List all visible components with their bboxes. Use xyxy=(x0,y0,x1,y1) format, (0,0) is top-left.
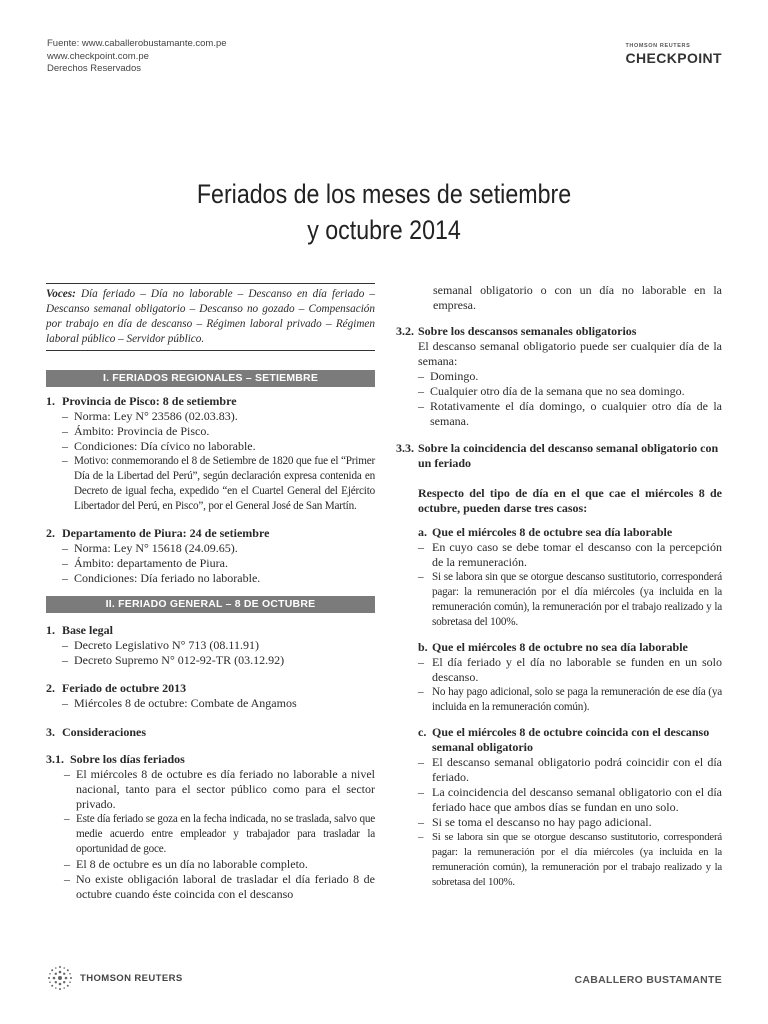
section-band-2: II. FERIADO GENERAL – 8 DE OCTUBRE xyxy=(46,596,375,613)
list-item: – Domingo. xyxy=(418,369,479,383)
voces-label: Voces: xyxy=(46,288,76,300)
checkpoint-logo xyxy=(625,43,722,66)
list-item: – Cualquier otro día de la semana que no sea domingo. xyxy=(418,384,685,398)
list-item: – Ámbito: departamento de Piura. xyxy=(62,556,228,570)
brand-big: CHECKPOINT xyxy=(625,50,722,66)
list-item: – Condiciones: Día feriado no laborable. xyxy=(62,571,261,585)
heading-case-c: c. Que el miércoles 8 de octubre coincida con el descanso semanal obligatorio xyxy=(418,725,710,754)
source-line-2: www.checkpoint.com.pe xyxy=(47,50,149,62)
voces-text: Día feriado – Día no laborable – Descanso en día feriado – Descanso semanal obligatorio – Descanso no gozado – Compensación por trabajo en día de descanso – Régimen laboral privado – Régimen laboral público – Servidor público. xyxy=(46,288,376,345)
list-item: – Norma: Ley N° 15618 (24.09.65). xyxy=(62,541,238,555)
s33-intro: Respecto del tipo de día en el que cae el miércoles 8 de octubre, pueden darse tres casos: xyxy=(418,486,722,515)
heading-piura: 2. Departamento de Piura: 24 de setiembre xyxy=(46,526,270,540)
list-item: – Ámbito: Provincia de Pisco. xyxy=(62,424,210,438)
heading-base-legal: 1. Base legal xyxy=(46,623,113,637)
heading-num: 1. xyxy=(46,394,55,408)
heading-case-a: a. Que el miércoles 8 de octubre sea día laborable xyxy=(418,525,673,539)
left-column xyxy=(46,283,375,902)
thomson-reuters-emblem-icon xyxy=(46,964,74,992)
heading-pisco xyxy=(46,394,375,409)
heading-case-b: b. Que el miércoles 8 de octubre no sea día laborable xyxy=(418,640,688,654)
list-item: – El 8 de octubre es un día no laborable completo. xyxy=(64,857,308,871)
list-item: – La coincidencia del descanso semanal obligatorio con el día feriado hace que ambos días se fundan en uno solo. xyxy=(418,785,722,814)
list-item: – Miércoles 8 de octubre: Combate de Angamos xyxy=(62,696,297,710)
heading-consideraciones: 3. Consideraciones xyxy=(46,725,146,739)
title-line-1: Feriados de los meses de setiembre xyxy=(196,179,572,209)
list-item: – Si se labora sin que se otorgue descanso sustitutorio, corresponderá pagar: la remuneración por el día miércoles (ya incluida en la remuneración común), la remuneración por el trabajo realizado y la sobretasa del 100%. xyxy=(418,831,722,888)
list-item: – Si se labora sin que se otorgue descanso sustitutorio, corresponderá pagar: la remuneración por el día miércoles (ya incluida en la remuneración común), la remuneración por el trabajo realizado y la sobretasa del 100%. xyxy=(418,571,722,628)
source-line-3: Derechos Reservados xyxy=(47,63,141,74)
thomson-reuters-footer-logo xyxy=(46,964,183,992)
list-item: – Norma: Ley N° 23586 (02.03.83). xyxy=(62,409,238,423)
right-column xyxy=(396,283,722,890)
brand-small: THOMSON REUTERS xyxy=(625,43,691,49)
list-item: – Motivo: conmemorando el 8 de Setiembre de 1820 que fue el “Primer Día de la Libertad del Perú”, según declaración expresa contenida en Decreto de igual fecha, expedido “en el Cuartel General del Ejército Libertador del Perú, en Pisco”, por el General José de San Martín. xyxy=(62,455,375,512)
list-item: – No hay pago adicional, solo se paga la remuneración de ese día (ya incluida en la remuneración común). xyxy=(418,686,722,713)
title-line-2: y octubre 2014 xyxy=(307,215,461,245)
list-item: – Rotativamente el día domingo, o cualquier otro día de la semana. xyxy=(418,399,722,428)
heading-text: Provincia de Pisco: 8 de setiembre xyxy=(62,394,237,408)
list-item: – El día feriado y el día no laborable se funden en un solo descanso. xyxy=(418,655,722,684)
s32-paragraph: El descanso semanal obligatorio puede ser cualquier día de la semana: xyxy=(418,339,722,368)
heading-3-2: 3.2. Sobre los descansos semanales obligatorios xyxy=(396,324,637,338)
top-rule xyxy=(46,283,375,284)
list-item: – Este día feriado se goza en la fecha indicada, no se traslada, salvo que medie acuerdo entre empleador y trabajador para trasladar la oportunidad de goce. xyxy=(64,813,375,855)
source-line-1: Fuente: www.caballerobustamante.com.pe xyxy=(47,38,227,49)
footer-right-text: CABALLERO BUSTAMANTE xyxy=(574,974,722,986)
list-item: – En cuyo caso se debe tomar el descanso con la percepción de la remuneración. xyxy=(418,540,722,569)
list-item: – Condiciones: Día cívico no laborable. xyxy=(62,439,256,453)
footer-left-text: THOMSON REUTERS xyxy=(80,972,183,984)
heading-3-3: 3.3. Sobre la coincidencia del descanso semanal obligatorio con un feriado xyxy=(396,441,719,470)
heading-3-1: 3.1. Sobre los días feriados xyxy=(46,752,185,766)
page-title xyxy=(54,176,714,248)
list-item: – No existe obligación laboral de trasladar el día feriado 8 de octubre cuando éste coincida con el descanso xyxy=(64,872,375,901)
source-block xyxy=(47,38,227,76)
list-item: – El descanso semanal obligatorio podrá coincidir con el día feriado. xyxy=(418,755,722,784)
heading-feriado-octubre: 2. Feriado de octubre 2013 xyxy=(46,681,187,695)
section-band-1: I. FERIADOS REGIONALES – SETIEMBRE xyxy=(46,370,375,387)
voces-block xyxy=(46,287,375,351)
list-item: – Decreto Supremo N° 012-92-TR (03.12.92) xyxy=(62,653,285,667)
list-item: – Decreto Legislativo N° 713 (08.11.91) xyxy=(62,638,259,652)
list-item: – El miércoles 8 de octubre es día feriado no laborable a nivel nacional, tanto para el sector público como para el sector privado. xyxy=(64,767,375,811)
list-item: – Si se toma el descanso no hay pago adicional. xyxy=(418,815,652,829)
continuation-text: semanal obligatorio o con un día no laborable en la empresa. xyxy=(433,283,722,312)
